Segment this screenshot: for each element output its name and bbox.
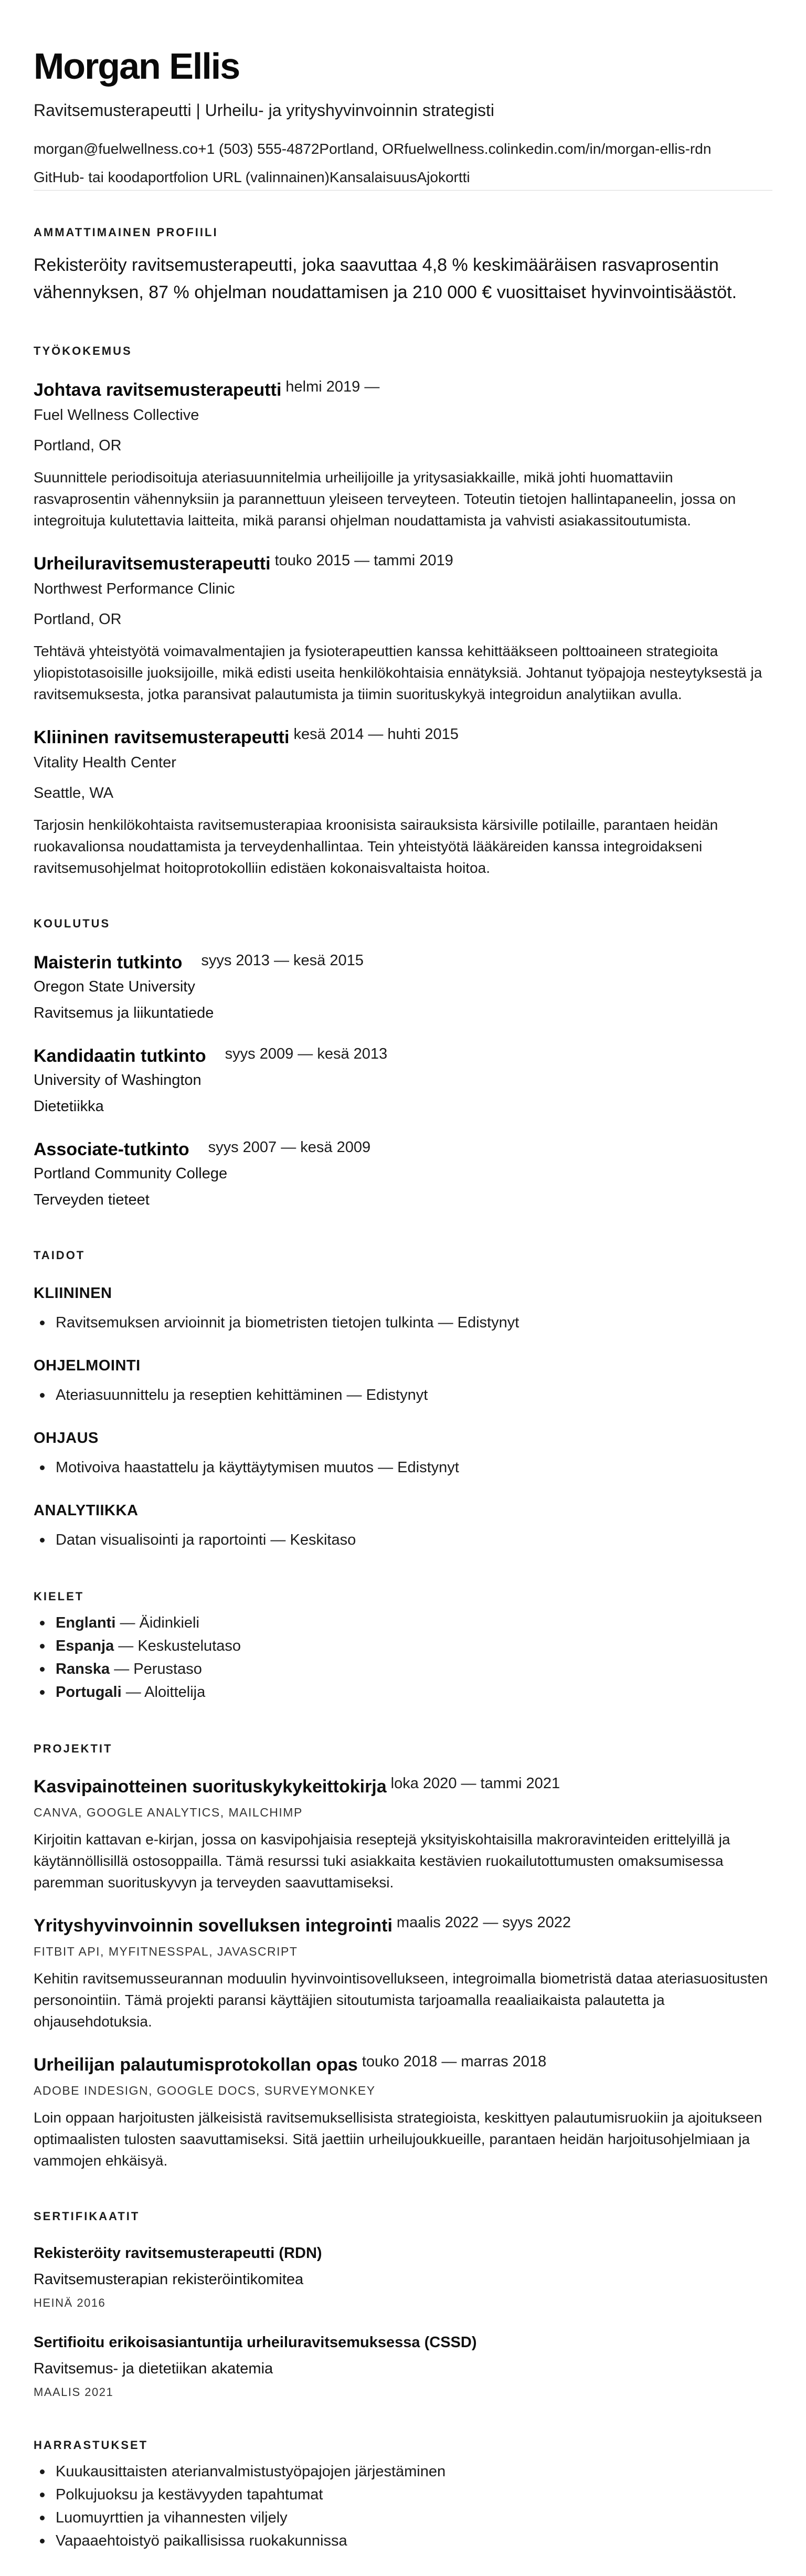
project-name: Yrityshyvinvoinnin sovelluksen integrointi	[34, 1916, 393, 1936]
project-description: Kehitin ravitsemusseurannan moduulin hyvinvointisovellukseen, integroimalla biometristä dataa ateriasuositusten personointiin. Tämä projekti paransi käyttäjien sitoutumista tarjoamalla reaaliaikaista palautetta ja ohjausehdotuksia.	[34, 1970, 768, 2030]
education-item	[34, 1138, 772, 1210]
education-item	[34, 951, 772, 1023]
field-of-study: Ravitsemus ja liikuntatiede	[34, 1005, 214, 1021]
project-tech: CANVA, GOOGLE ANALYTICS, MAILCHIMP	[34, 1806, 303, 1819]
language-name: Englanti	[56, 1614, 116, 1631]
project-item	[34, 2053, 772, 2171]
field-of-study: Dietetiikka	[34, 1098, 104, 1115]
project-description: Kirjoitin kattavan e-kirjan, jossa on kasvipohjaisia reseptejä yksityiskohtaisilla makroravinteiden erittelyillä ja käytännöllisillä ostosoppailla. Tämä resurssi tuki asiakkaita kestävien ruokailutottumusten omaksumisessa paremman suorituskyvyn ja terveyden saavuttamiseksi.	[34, 1831, 730, 1891]
project-item	[34, 1775, 772, 1893]
certification-name: Sertifioitu erikoisasiantuntija urheiluravitsemuksessa (CSSD)	[34, 2334, 477, 2351]
job-role: Kliininen ravitsemusterapeutti	[34, 727, 290, 747]
field-of-study: Terveyden tieteet	[34, 1191, 150, 1208]
language-list	[34, 1611, 772, 1704]
summary-text: Rekisteröity ravitsemusterapeutti, joka saavuttaa 4,8 % keskimääräisen rasvaprosentin vähennyksen, 87 % ohjelman noudattamisen ja 210 000 € vuosittaiset hyvinvointisäästöt.	[34, 255, 737, 302]
project-tech: FITBIT API, MYFITNESSPAL, JAVASCRIPT	[34, 1945, 298, 1958]
experience-item	[34, 726, 772, 879]
certification-name: Rekisteröity ravitsemusterapeutti (RDN)	[34, 2245, 322, 2262]
section-title-projects: PROJEKTIT	[34, 1742, 113, 1755]
school-name: Portland Community College	[34, 1165, 228, 1182]
resume-header	[34, 44, 772, 191]
header-divider	[34, 190, 772, 191]
project-dates: loka 2020 — tammi 2021	[390, 1775, 560, 1792]
contact-line-primary: morgan@fuelwellness.co+1 (503) 555-4872Portland, ORfuelwellness.colinkedin.com/in/morgan-ellis-rdn	[34, 141, 712, 157]
project-description: Loin oppaan harjoitusten jälkeisistä ravitsemuksellisista strategioista, keskittyen palautumisruokiin ja ajoitukseen optimaalisten tulosten saavuttamiseksi. Sitä jaettiin urheilujoukkueille, parantaen heidän harjoitusohjelmiaan ja vammojen ehkäisyä.	[34, 2109, 762, 2169]
education-dates: syys 2013 — kesä 2015	[201, 952, 364, 969]
hobby-item: Vapaaehtoistyö paikallisissa ruokakunnissa	[34, 2529, 772, 2552]
experience-section	[34, 344, 772, 879]
degree-title: Maisterin tutkinto	[34, 953, 183, 973]
languages-section	[34, 1589, 772, 1704]
language-item	[34, 1681, 772, 1704]
project-dates: touko 2018 — marras 2018	[362, 2053, 547, 2070]
skill-category: OHJAUS	[34, 1430, 99, 1447]
degree-title: Kandidaatin tutkinto	[34, 1046, 206, 1066]
section-title-certifications: SERTIFIKAATIT	[34, 2210, 140, 2223]
hobby-item: Kuukausittaisten aterianvalmistustyöpajojen järjestäminen	[34, 2460, 772, 2483]
certification-item	[34, 2332, 772, 2400]
language-name: Ranska	[56, 1661, 110, 1677]
job-dates: touko 2015 — tammi 2019	[274, 552, 453, 569]
section-title-hobbies: HARRASTUKSET	[34, 2438, 149, 2452]
section-title-summary: AMMATTIMAINEN PROFIILI	[34, 226, 218, 239]
skill-item: Motivoiva haastattelu ja käyttäytymisen muutos — Edistynyt	[34, 1456, 772, 1479]
experience-item	[34, 552, 772, 705]
skill-category: OHJELMOINTI	[34, 1357, 141, 1374]
section-title-languages: KIELET	[34, 1590, 84, 1603]
job-role: Johtava ravitsemusterapeutti	[34, 380, 282, 400]
language-name: Portugali	[56, 1684, 122, 1701]
certification-date: HEINÄ 2016	[34, 2296, 106, 2309]
skill-item: Datan visualisointi ja raportointi — Keskitaso	[34, 1528, 772, 1551]
job-location: Portland, OR	[34, 611, 122, 628]
skill-item: Ravitsemuksen arvioinnit ja biometristen tietojen tulkinta — Edistynyt	[34, 1311, 772, 1334]
job-organization: Fuel Wellness Collective	[34, 407, 199, 424]
skill-category: ANALYTIIKKA	[34, 1502, 139, 1519]
project-dates: maalis 2022 — syys 2022	[396, 1914, 571, 1931]
job-role: Urheiluravitsemusterapeutti	[34, 554, 271, 574]
project-name: Kasvipainotteinen suorituskykykeittokirja	[34, 1777, 387, 1797]
job-location: Portland, OR	[34, 437, 122, 454]
certification-issuer: Ravitsemusterapian rekisteröintikomitea	[34, 2271, 304, 2288]
project-tech: ADOBE INDESIGN, GOOGLE DOCS, SURVEYMONKEY	[34, 2084, 376, 2097]
education-section	[34, 916, 772, 1210]
language-item	[34, 1611, 772, 1634]
job-description: Suunnittele periodisoituja ateriasuunnitelmia urheilijoille ja yritysasiakkaille, mikä johti huomattaviin rasvaprosentin vähennyksiin ja parannettuun yleiseen terveyteen. Toteutin tietojen hallintapaneelin, jossa on integroituja kulutettavia laitteita, mikä paransi ohjelman noudattamista ja vahvisti asiakassitoutumista.	[34, 469, 736, 529]
skill-list	[34, 1311, 772, 1334]
projects-section	[34, 1741, 772, 2171]
project-name: Urheilijan palautumisprotokollan opas	[34, 2055, 358, 2075]
hobby-list	[34, 2460, 772, 2552]
skills-section	[34, 1248, 772, 1551]
skill-category: KLIININEN	[34, 1285, 112, 1302]
project-item	[34, 1914, 772, 2032]
language-level: — Perustaso	[110, 1661, 202, 1677]
experience-item	[34, 378, 772, 531]
skill-list	[34, 1456, 772, 1479]
headline: Ravitsemusterapeutti | Urheilu- ja yrityshyvinvoinnin strategisti	[34, 101, 494, 120]
hobbies-section	[34, 2438, 772, 2552]
education-item	[34, 1044, 772, 1117]
job-organization: Northwest Performance Clinic	[34, 580, 235, 597]
job-location: Seattle, WA	[34, 785, 114, 801]
language-name: Espanja	[56, 1638, 114, 1654]
job-dates: kesä 2014 — huhti 2015	[293, 726, 459, 743]
language-level: — Aloittelija	[121, 1684, 206, 1701]
skill-list	[34, 1528, 772, 1551]
summary-section	[34, 225, 772, 306]
education-dates: syys 2009 — kesä 2013	[225, 1046, 388, 1062]
certifications-section	[34, 2209, 772, 2400]
candidate-name: Morgan Ellis	[34, 46, 240, 87]
certification-item	[34, 2243, 772, 2311]
job-dates: helmi 2019 —	[285, 378, 380, 395]
degree-title: Associate-tutkinto	[34, 1139, 189, 1159]
hobby-item: Luomuyrttien ja vihannesten viljely	[34, 2506, 772, 2529]
skill-list	[34, 1384, 772, 1407]
school-name: Oregon State University	[34, 978, 195, 995]
school-name: University of Washington	[34, 1072, 202, 1089]
language-item	[34, 1657, 772, 1681]
language-level: — Keskustelutaso	[114, 1638, 241, 1654]
job-description: Tehtävä yhteistyötä voimavalmentajien ja fysioterapeuttien kanssa kehittääkseen polttoaineen strategioita yliopistotasoisille juoksijoille, mikä edisti useita henkilökohtaisia ennätyksiä. Johtanut työpajoja nesteytyksestä ja ravitsemuksesta, jotka paransivat palautumista ja tiimin suorituskykyä integroidun analytiikan avulla.	[34, 643, 762, 702]
certification-date: MAALIS 2021	[34, 2385, 114, 2399]
certification-issuer: Ravitsemus- ja dietetiikan akatemia	[34, 2360, 273, 2377]
hobby-item: Polkujuoksu ja kestävyyden tapahtumat	[34, 2483, 772, 2506]
section-title-skills: TAIDOT	[34, 1249, 86, 1262]
skill-item: Ateriasuunnittelu ja reseptien kehittäminen — Edistynyt	[34, 1384, 772, 1407]
contact-line-secondary: GitHub- tai koodaportfolion URL (valinnainen)KansalaisuusAjokortti	[34, 169, 470, 185]
education-dates: syys 2007 — kesä 2009	[208, 1139, 371, 1156]
job-description: Tarjosin henkilökohtaista ravitsemusterapiaa kroonisista sairauksista kärsiville potilaille, parantaen heidän ruokavalionsa noudattamista ja terveydenhallintaa. Tein yhteistyötä lääkäreiden kanssa integroidakseni ravitsemusohjelmat hoitoprotokolliin edistäen kokonaisvaltaista hoitoa.	[34, 817, 718, 876]
job-organization: Vitality Health Center	[34, 754, 176, 771]
section-title-education: KOULUTUS	[34, 917, 111, 930]
language-level: — Äidinkieli	[115, 1614, 199, 1631]
section-title-experience: TYÖKOKEMUS	[34, 344, 132, 357]
language-item	[34, 1634, 772, 1657]
